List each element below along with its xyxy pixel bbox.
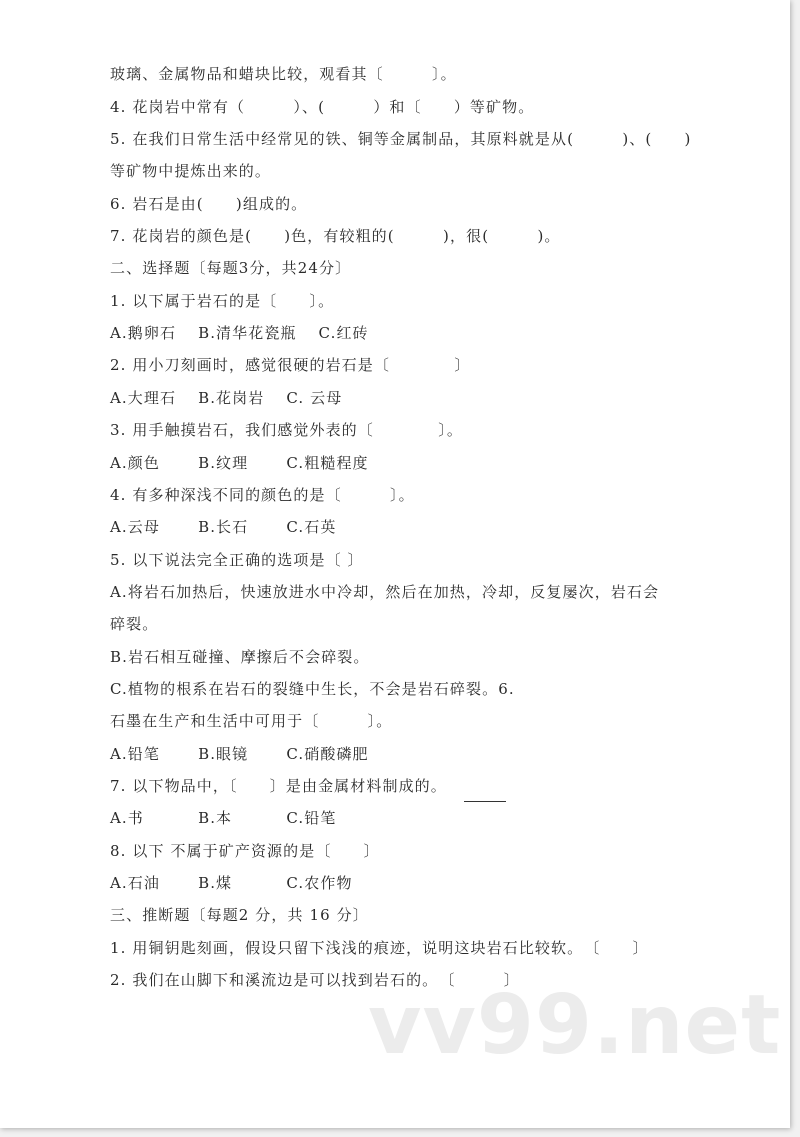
choice-option-5a: A.将岩石加热后，快速放进水中冷却，然后在加热，冷却，反复屡次，岩石会 bbox=[110, 583, 660, 601]
judgement-question-1: 1. 用铜钥匙刻画，假设只留下浅浅的痕迹，说明这块岩石比较软。 〔 〕 bbox=[110, 939, 649, 957]
choice-options-1: A.鹅卵石 B.清华花瓷瓶 C.红砖 bbox=[110, 324, 369, 342]
text-line: 碎裂。 bbox=[110, 615, 159, 633]
text-line: 玻璃、金属物品和蜡块比较，观看其〔 〕。 bbox=[110, 65, 457, 83]
choice-option-5b: B.岩石相互碰撞、摩擦后不会碎裂。 bbox=[110, 648, 370, 666]
fill-question-7: 7. 花岗岩的颜色是( )色，有较粗的( )，很( )。 bbox=[110, 227, 561, 245]
section-heading-choice: 二、选择题〔每题3分，共24分〕 bbox=[110, 259, 352, 277]
text-line: 等矿物中提炼出来的。 bbox=[110, 162, 272, 180]
choice-options-8: A.石油 B.煤 C.农作物 bbox=[110, 874, 353, 892]
underline-mark bbox=[464, 801, 506, 802]
choice-options-3: A.颜色 B.纹理 C.粗糙程度 bbox=[110, 454, 369, 472]
choice-question-5: 5. 以下说法完全正确的选项是〔 〕 bbox=[110, 551, 364, 569]
choice-options-6: A.铅笔 B.眼镜 C.硝酸磷肥 bbox=[110, 745, 369, 763]
choice-question-3: 3. 用手触摸岩石，我们感觉外表的〔 〕。 bbox=[110, 421, 463, 439]
choice-question-8: 8. 以下 不属于矿产资源的是〔 〕 bbox=[110, 842, 380, 860]
choice-option-5c: C.植物的根系在岩石的裂缝中生长，不会是岩石碎裂。6. bbox=[110, 680, 515, 698]
judgement-question-2: 2. 我们在山脚下和溪流边是可以找到岩石的。 〔 〕 bbox=[110, 971, 520, 989]
choice-options-4: A.云母 B.长石 C.石英 bbox=[110, 518, 337, 536]
choice-question-6: 石墨在生产和生活中可用于〔 〕。 bbox=[110, 712, 393, 730]
choice-question-2: 2. 用小刀刻画时，感觉很硬的岩石是〔 〕 bbox=[110, 356, 471, 374]
choice-question-7: 7. 以下物品中，〔 〕是由金属材料制成的。 bbox=[110, 777, 447, 795]
fill-question-5: 5. 在我们日常生活中经常见的铁、铜等金属制品，其原料就是从( )、( ) bbox=[110, 130, 692, 148]
choice-question-4: 4. 有多种深浅不同的颜色的是〔 〕。 bbox=[110, 486, 415, 504]
choice-options-7: A.书 B.本 C.铅笔 bbox=[110, 809, 337, 827]
fill-question-6: 6. 岩石是由( )组成的。 bbox=[110, 195, 308, 213]
fill-question-4: 4. 花岗岩中常有（ ）、( ）和〔 ）等矿物。 bbox=[110, 98, 535, 116]
choice-question-1: 1. 以下属于岩石的是〔 〕。 bbox=[110, 292, 335, 310]
section-heading-judgement: 三、推断题〔每题2 分，共 16 分〕 bbox=[110, 906, 369, 924]
watermark: vv99.net bbox=[368, 978, 782, 1073]
choice-options-2: A.大理石 B.花岗岩 C. 云母 bbox=[110, 389, 343, 407]
